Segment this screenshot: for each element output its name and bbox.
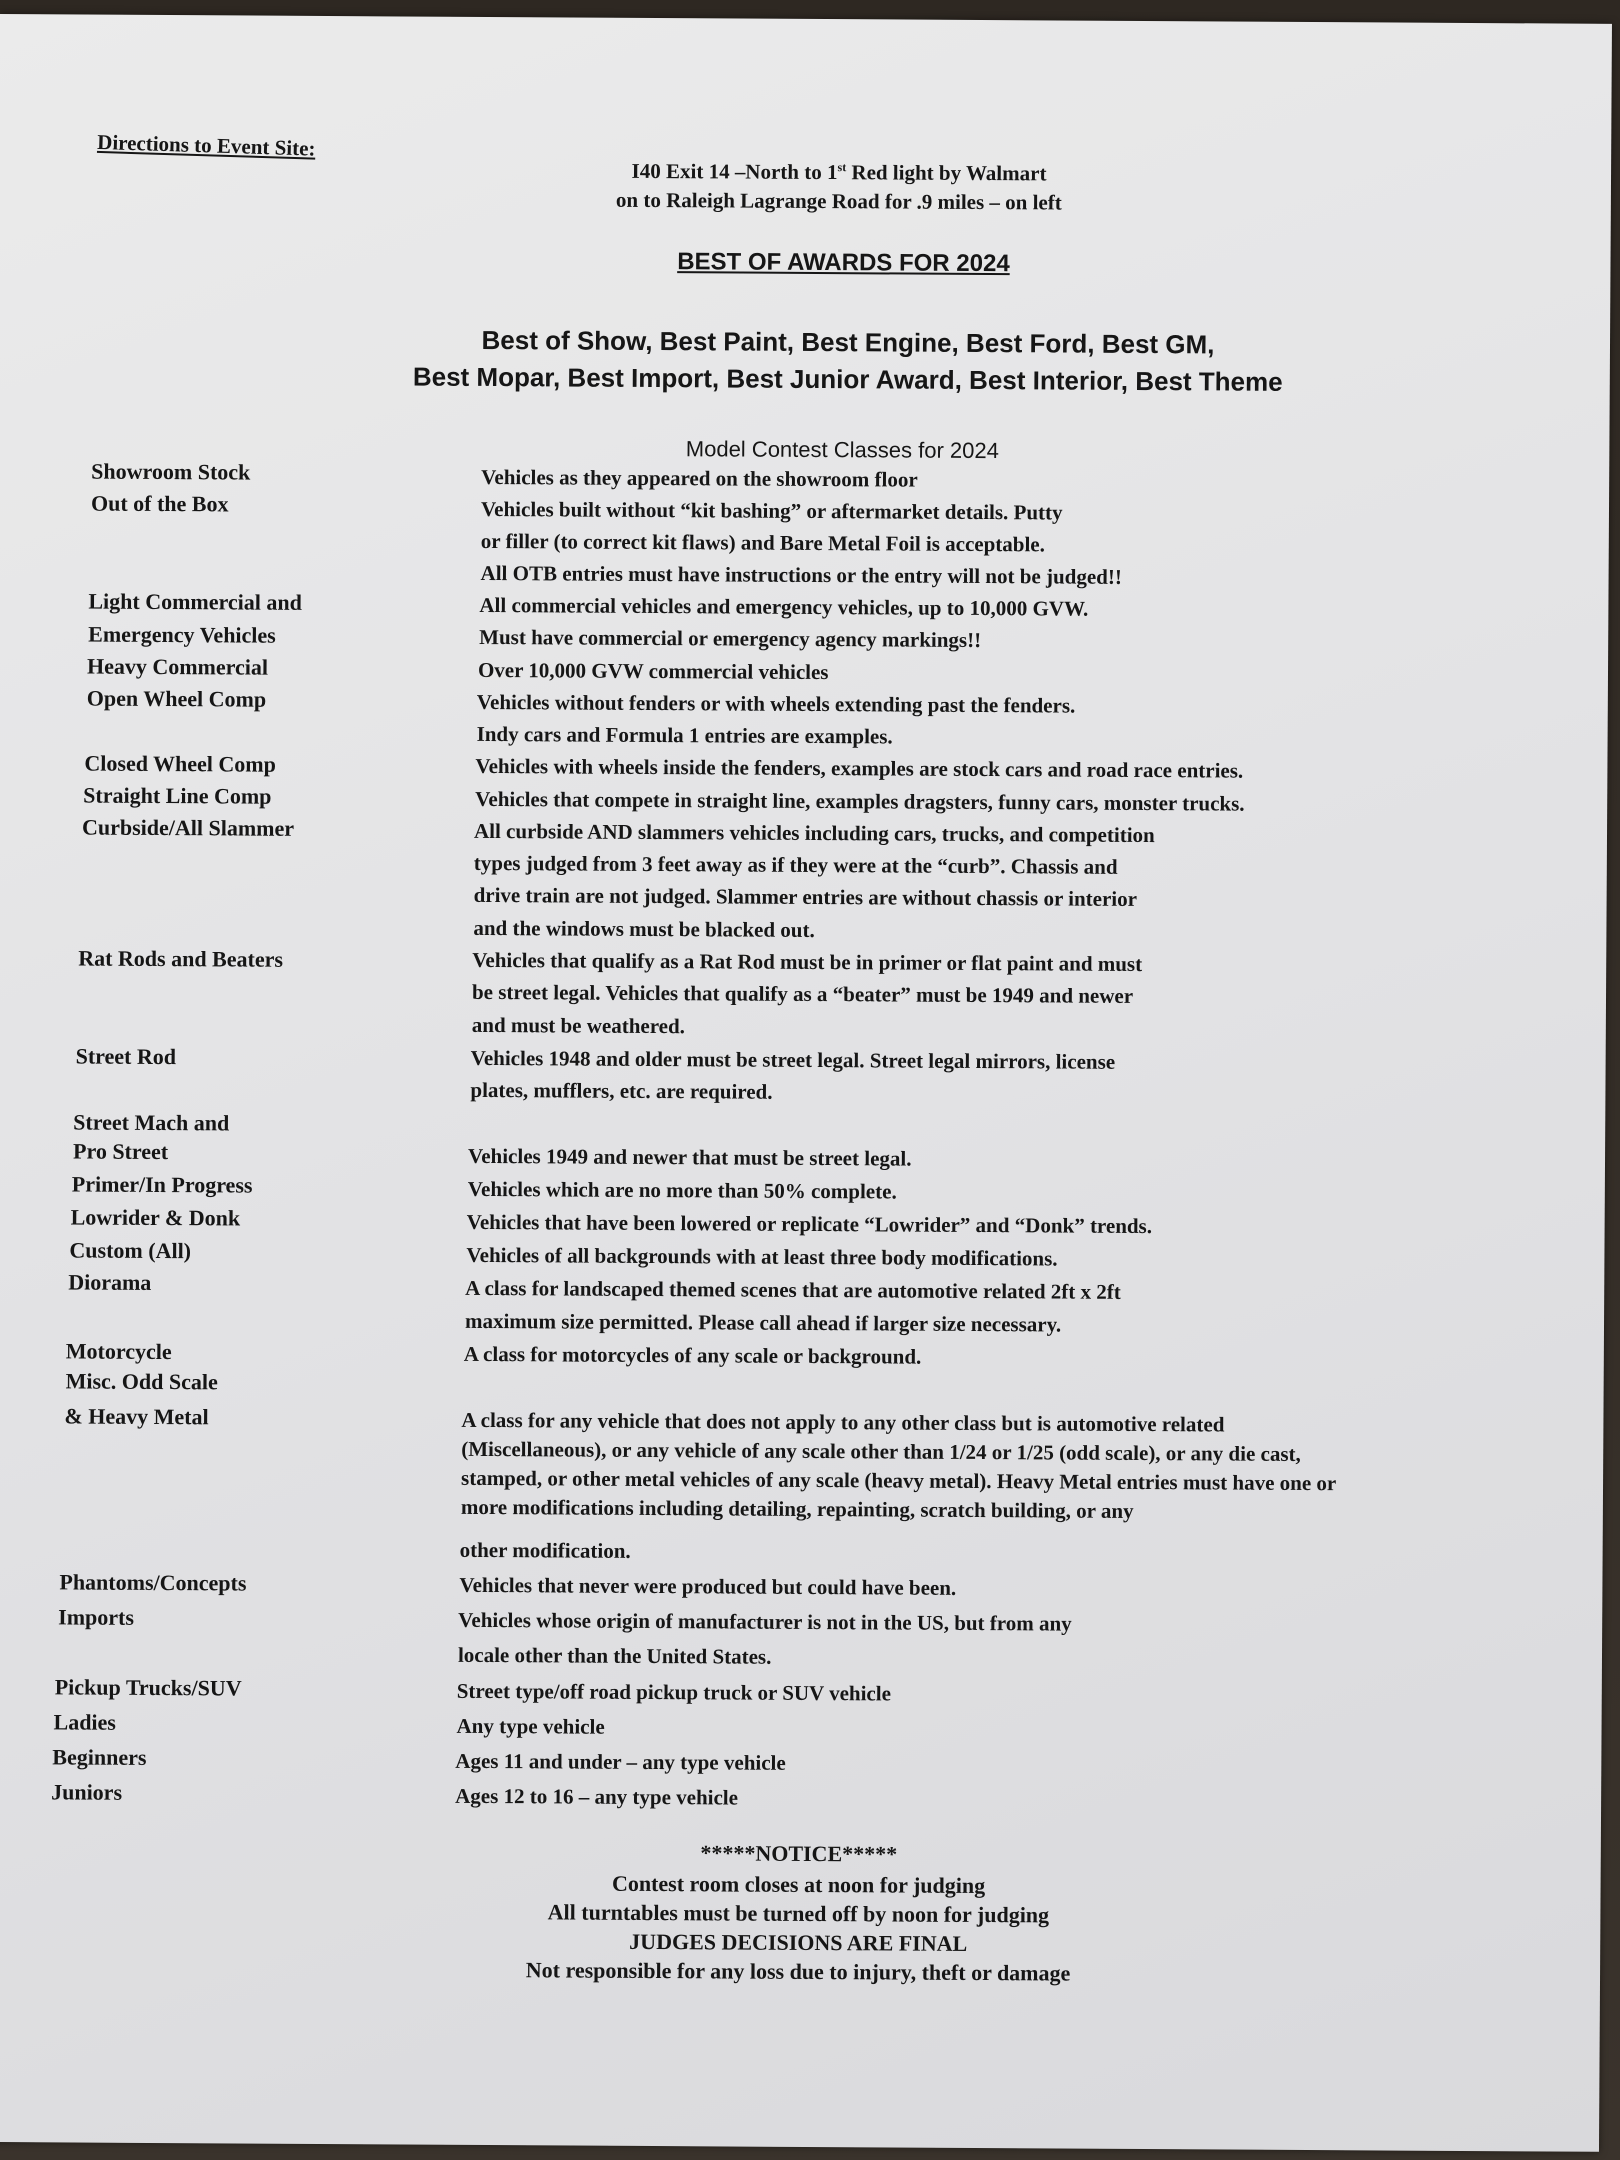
class-description: locale other than the United States. — [457, 1642, 772, 1669]
class-description: Ages 11 and under – any type vehicle — [455, 1748, 786, 1775]
class-name: Motorcycle — [65, 1338, 172, 1365]
class-description: Indy cars and Formula 1 entries are examples. — [476, 721, 893, 749]
class-name: Open Wheel Comp — [86, 685, 267, 712]
awards-line-1: Best of Show, Best Paint, Best Engine, Best Ford, Best GM, — [481, 324, 1215, 360]
notice-line: JUDGES DECISIONS ARE FINAL — [629, 1928, 968, 1956]
notice-line: Not responsible for any loss due to injury, theft or damage — [525, 1957, 1071, 1986]
class-description: Vehicles that qualify as a Rat Rod must be in primer or flat paint and must — [472, 947, 1143, 976]
directions-line-2: on to Raleigh Lagrange Road for .9 miles – on left — [615, 187, 1062, 215]
class-description: Vehicles with wheels inside the fenders, examples are stock cars and road race entries. — [475, 753, 1244, 783]
class-description: Vehicles 1948 and older must be street legal. Street legal mirrors, license — [470, 1045, 1116, 1074]
class-description: A class for motorcycles of any scale or background. — [463, 1341, 922, 1369]
class-description: A class for any vehicle that does not apply to any other class but is automotive related — [461, 1407, 1225, 1437]
class-name: Rat Rods and Beaters — [78, 945, 284, 972]
class-description: other modification. — [459, 1537, 631, 1563]
class-name: Lowrider & Donk — [70, 1204, 241, 1231]
class-name: Juniors — [51, 1779, 123, 1805]
class-name: Curbside/All Slammer — [81, 814, 295, 841]
class-description: Vehicles that never were produced but could have been. — [459, 1572, 957, 1600]
class-name: Diorama — [68, 1269, 152, 1295]
class-name: Phantoms/Concepts — [59, 1569, 247, 1596]
class-description: Vehicles as they appeared on the showroom floor — [481, 464, 918, 492]
class-description: plates, mufflers, etc. are required. — [470, 1077, 773, 1104]
class-name: Emergency Vehicles — [88, 621, 276, 648]
notice-line: All turntables must be turned off by noon for judging — [547, 1899, 1050, 1928]
class-description: All commercial vehicles and emergency vehicles, up to 10,000 GVW. — [479, 592, 1089, 621]
class-name: Closed Wheel Comp — [84, 750, 276, 777]
class-description: Vehicles that have been lowered or replicate “Lowrider” and “Donk” trends. — [466, 1209, 1153, 1239]
class-description: Vehicles of all backgrounds with at least three body modifications. — [466, 1242, 1058, 1271]
class-description: Vehicles built without “kit bashing” or aftermarket details. Putty — [480, 496, 1063, 525]
class-description: be street legal. Vehicles that qualify as a “beater” must be 1949 and newer — [471, 979, 1134, 1008]
class-name: Heavy Commercial — [86, 653, 269, 680]
class-name: Showroom Stock — [91, 458, 251, 485]
class-name: Straight Line Comp — [83, 782, 272, 809]
notice-line: Contest room closes at noon for judging — [611, 1870, 986, 1899]
classes-title: Model Contest Classes for 2024 — [685, 436, 999, 464]
directions-text — [539, 151, 1139, 218]
class-description: Must have commercial or emergency agency markings!! — [479, 624, 982, 653]
class-description: Street type/off road pickup truck or SUV vehicle — [456, 1678, 892, 1706]
class-description: All OTB entries must have instructions or the entry will not be judged!! — [480, 560, 1122, 589]
class-description: maximum size permitted. Please call ahead if larger size necessary. — [464, 1308, 1062, 1337]
class-description: Vehicles 1949 and newer that must be street legal. — [467, 1143, 912, 1171]
class-description: drive train are not judged. Slammer entries are without chassis or interior — [473, 882, 1138, 911]
class-name: Beginners — [52, 1744, 147, 1770]
class-description: Vehicles whose origin of manufacturer is not in the US, but from any — [458, 1607, 1072, 1636]
class-description: Vehicles which are no more than 50% complete. — [467, 1176, 897, 1204]
class-name: & Heavy Metal — [64, 1403, 209, 1430]
class-description: and must be weathered. — [471, 1012, 686, 1039]
class-description: A class for landscaped themed scenes that are automotive related 2ft x 2ft — [465, 1275, 1121, 1304]
class-description: more modifications including detailing, repainting, scratch building, or any — [460, 1494, 1134, 1523]
class-name: Street Mach and — [73, 1109, 230, 1136]
class-description: Any type vehicle — [456, 1713, 605, 1739]
class-description: Vehicles without fenders or with wheels extending past the fenders. — [476, 689, 1076, 718]
class-name: Light Commercial and — [88, 588, 302, 615]
class-description: Ages 12 to 16 – any type vehicle — [455, 1783, 739, 1810]
class-name: Misc. Odd Scale — [65, 1368, 218, 1395]
class-description: Over 10,000 GVW commercial vehicles — [477, 657, 829, 685]
class-description: All curbside AND slammers vehicles including cars, trucks, and competition — [473, 818, 1155, 848]
class-name: Ladies — [53, 1709, 117, 1735]
directions-label: Directions to Event Site: — [96, 129, 316, 161]
class-name: Street Rod — [75, 1043, 177, 1070]
class-description: stamped, or other metal vehicles of any scale (heavy metal). Heavy Metal entries must have one or — [460, 1465, 1337, 1496]
class-name: Primer/In Progress — [71, 1171, 253, 1198]
class-description: Vehicles that compete in straight line, examples dragsters, funny cars, monster trucks. — [475, 786, 1245, 816]
class-description: (Miscellaneous), or any vehicle of any scale other than 1/24 or 1/25 (odd scale), or any die cast, — [461, 1436, 1301, 1466]
class-name: Custom (All) — [69, 1237, 192, 1264]
awards-title: BEST OF AWARDS FOR 2024 — [677, 248, 1010, 278]
class-description: or filler (to correct kit flaws) and Bare Metal Foil is acceptable. — [480, 528, 1045, 557]
class-description: and the windows must be blacked out. — [473, 915, 815, 942]
flyer-page — [0, 14, 1612, 2152]
class-name: Pro Street — [72, 1138, 169, 1165]
awards-line-2: Best Mopar, Best Import, Best Junior Award, Best Interior, Best Theme — [412, 361, 1283, 397]
notice-heading: *****NOTICE***** — [700, 1840, 898, 1867]
directions-line-1: I40 Exit 14 –North to 1st Red light by Walmart — [631, 158, 1047, 186]
class-name: Out of the Box — [90, 490, 229, 517]
class-description: types judged from 3 feet away as if they were at the “curb”. Chassis and — [473, 850, 1118, 879]
class-name: Imports — [58, 1604, 135, 1630]
class-name: Pickup Trucks/SUV — [54, 1674, 242, 1701]
